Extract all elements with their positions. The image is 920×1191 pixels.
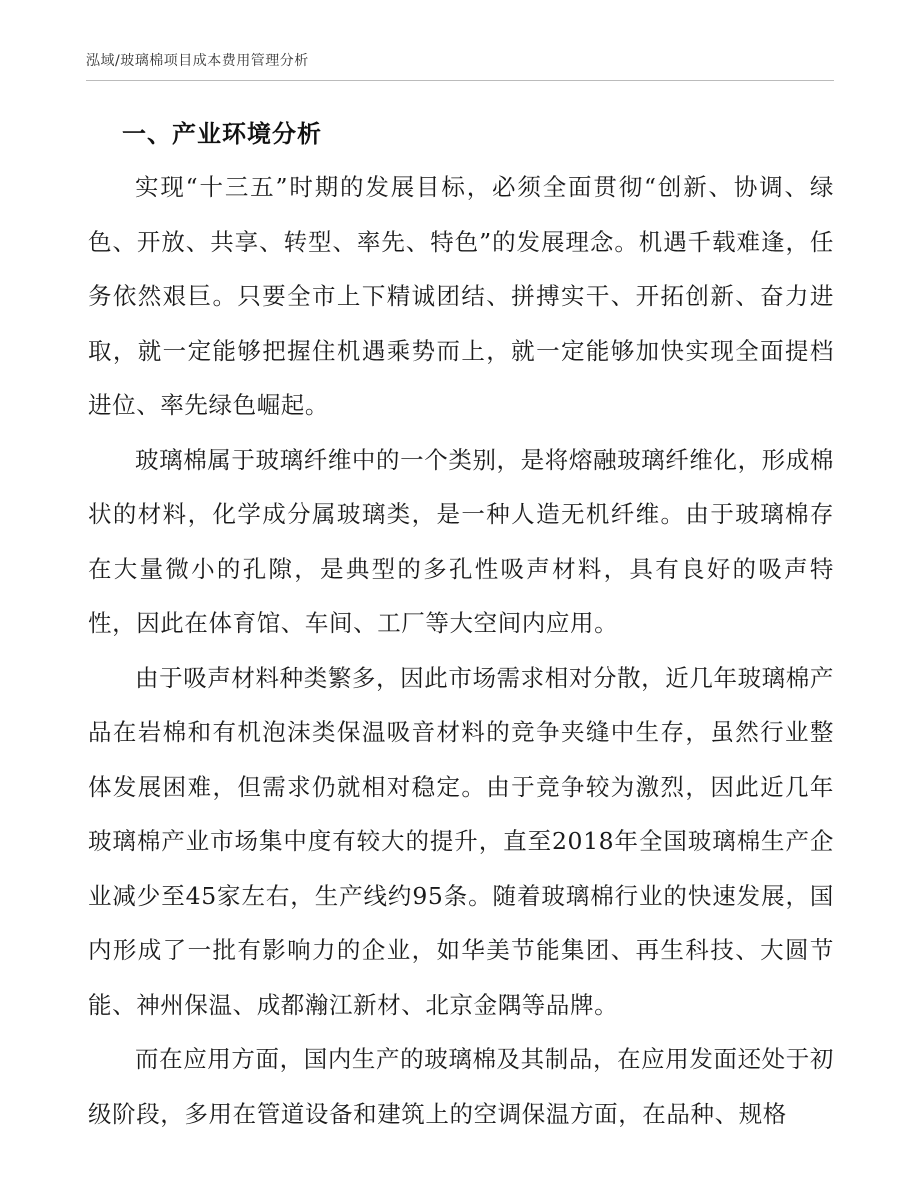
header-divider [86, 80, 834, 81]
paragraph-market-competition: 由于吸声材料种类繁多，因此市场需求相对分散，近几年玻璃棉产品在岩棉和有机泡沫类保温吸音材料的竞争夹缝中生存，虽然行业整体发展困难，但需求仍就相对稳定。由于竞争较为激烈，因此近几年玻璃棉产业市场集中度有较大的提升，直至2018年全国玻璃棉生产企业减少至45家左右，生产线约95条。随着玻璃棉行业的快速发展，国内形成了一批有影响力的企业，如华美节能集团、再生科技、大圆节能、神州保温、成都瀚江新材、北京金隅等品牌。 [88, 663, 834, 1019]
body-text [88, 160, 834, 1141]
paragraph-development-goals: 实现“十三五”时期的发展目标，必须全面贯彻“创新、协调、绿色、开放、共享、转型、率先、特色”的发展理念。机遇千载难逢，任务依然艰巨。只要全市上下精诚团结、拼搏实干、开拓创新、奋力进取，就一定能够把握住机遇乘势而上，就一定能够加快实现全面提档进位、率先绿色崛起。 [88, 173, 834, 419]
section-heading: 一、产业环境分析 [122, 120, 322, 148]
paragraph-application: 而在应用方面，国内生产的玻璃棉及其制品，在应用发面还处于初级阶段，多用在管道设备和建筑上的空调保温方面，在品种、规格 [88, 1045, 834, 1128]
running-header: 泓域/玻璃棉项目成本费用管理分析 [86, 53, 309, 69]
paragraph-glass-wool-definition: 玻璃棉属于玻璃纤维中的一个类别，是将熔融玻璃纤维化，形成棉状的材料，化学成分属玻璃类，是一种人造无机纤维。由于玻璃棉存在大量微小的孔隙，是典型的多孔性吸声材料，具有良好的吸声特性，因此在体育馆、车间、工厂等大空间内应用。 [88, 445, 834, 637]
